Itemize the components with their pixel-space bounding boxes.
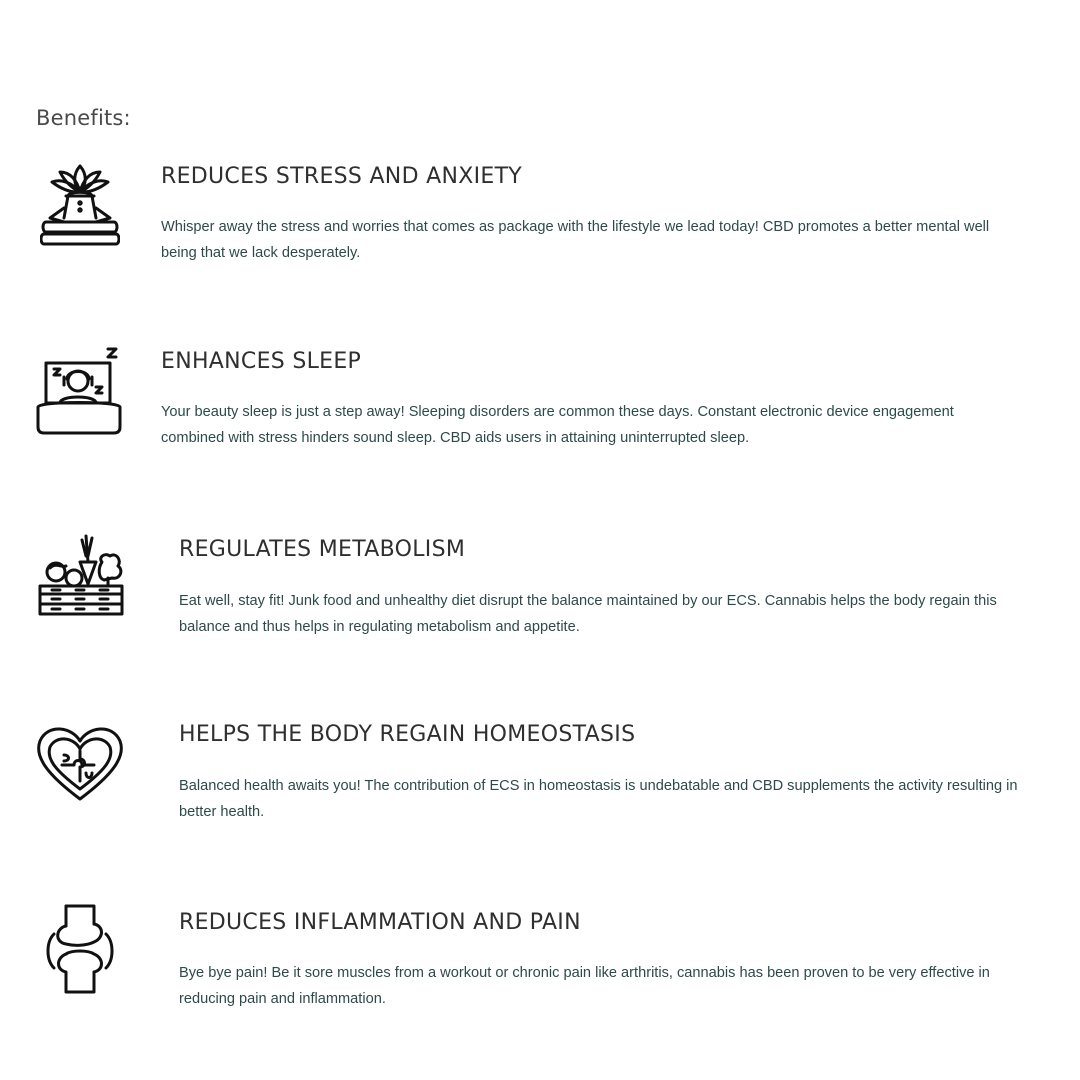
sleeping-person-icon: [34, 343, 126, 435]
knee-joint-icon: [42, 902, 118, 996]
benefit-title: REDUCES INFLAMMATION AND PAIN: [179, 910, 581, 935]
section-heading: Benefits:: [36, 106, 131, 130]
benefit-description: Your beauty sleep is just a step away! Sleeping disorders are common these days. Constant electronic device engagement combined with stress hinders sound sleep. CBD aids users in attaining uninterrupted sleep.: [161, 404, 954, 446]
benefit-description: Whisper away the stress and worries that comes as package with the lifestyle we lead today! CBD promotes a better mental well being that we lack desperately.: [161, 219, 990, 261]
benefit-title: ENHANCES SLEEP: [161, 349, 362, 374]
benefit-title: REGULATES METABOLISM: [179, 537, 466, 562]
puzzle-heart-icon: [34, 721, 126, 803]
benefit-description: Bye bye pain! Be it sore muscles from a workout or chronic pain like arthritis, cannabis has been proven to be very effective in reducing pain and inflammation.: [179, 965, 990, 1007]
benefit-description: Balanced health awaits you! The contribution of ECS in homeostasis is undebatable and CBD supplements the activity resulting in better health.: [179, 778, 1018, 820]
benefit-title: HELPS THE BODY REGAIN HOMEOSTASIS: [179, 722, 636, 747]
benefit-title: REDUCES STRESS AND ANXIETY: [161, 164, 523, 189]
vegetable-crate-icon: [36, 532, 126, 620]
lotus-meditation-icon: [40, 160, 120, 250]
benefit-description: Eat well, stay fit! Junk food and unhealthy diet disrupt the balance maintained by our ECS. Cannabis helps the body regain this balance and thus helps in regulating metabolism and appetite.: [179, 593, 997, 635]
